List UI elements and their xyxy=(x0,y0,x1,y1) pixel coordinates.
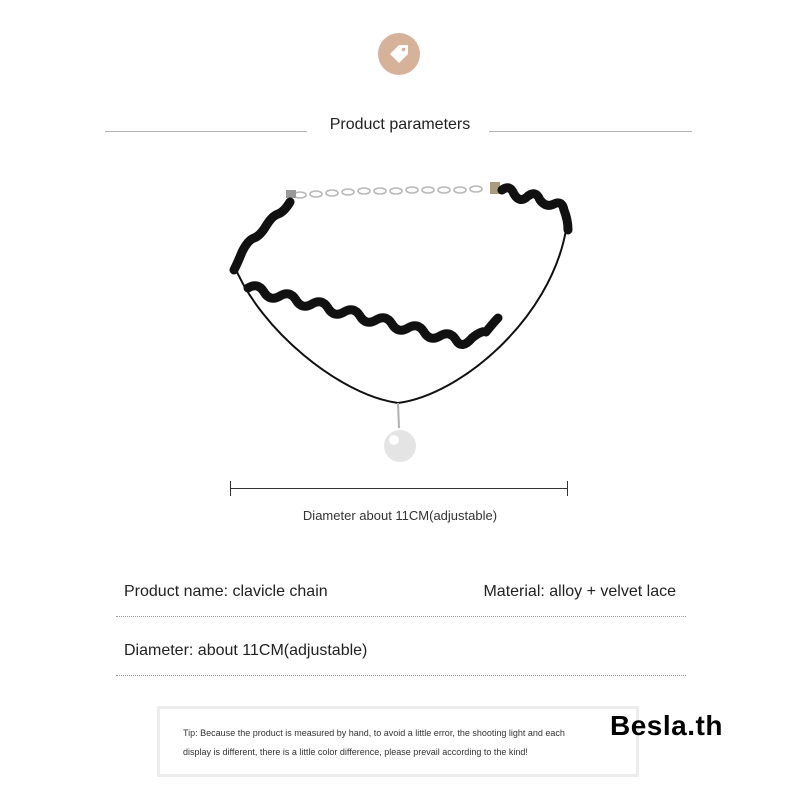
param-material: Material: alloy + velvet lace xyxy=(483,583,676,600)
diameter-caption: Diameter about 11CM(adjustable) xyxy=(302,508,498,523)
product-image xyxy=(220,170,580,470)
section-title: Product parameters xyxy=(329,116,471,133)
tip-text xyxy=(183,724,633,762)
diameter-line xyxy=(230,488,568,489)
wavy-velvet-lace xyxy=(234,188,568,345)
param-divider-2 xyxy=(116,675,686,676)
param-diameter: Diameter: about 11CM(adjustable) xyxy=(124,642,368,659)
tip-line-2: display is different, there is a little color difference, please prevail according to the kind! xyxy=(183,747,528,757)
diameter-tick-right xyxy=(567,481,568,496)
extension-chain xyxy=(294,186,482,198)
pendant-bail xyxy=(398,403,399,428)
pearl-pendant xyxy=(384,430,416,462)
black-cord xyxy=(234,230,566,403)
shop-watermark: Besla.th xyxy=(610,710,723,741)
clasp xyxy=(286,190,296,198)
param-divider-1 xyxy=(116,616,686,617)
tip-line-1: Tip: Because the product is measured by hand, to avoid a little error, the shooting light and each xyxy=(183,728,565,738)
price-tag-icon xyxy=(387,42,411,66)
diameter-tick-left xyxy=(230,481,231,496)
param-product-name: Product name: clavicle chain xyxy=(124,583,328,600)
price-tag-badge xyxy=(378,33,420,75)
